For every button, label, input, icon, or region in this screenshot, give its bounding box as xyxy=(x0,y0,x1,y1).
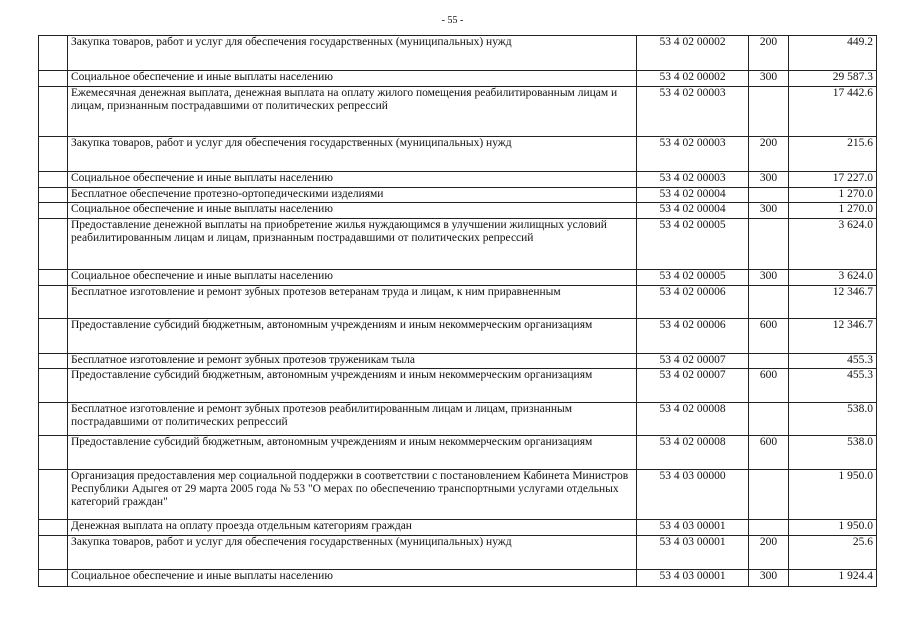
blank-cell xyxy=(39,270,68,286)
target-code: 53 4 02 00008 xyxy=(637,403,749,436)
table-row xyxy=(39,71,877,87)
item-name: Бесплатное изготовление и ремонт зубных протезов ветеранам труда и лицам, к ним приравненным xyxy=(68,286,637,319)
table-row xyxy=(39,286,877,319)
target-code: 53 4 03 00001 xyxy=(637,570,749,587)
table-row xyxy=(39,188,877,203)
target-code: 53 4 02 00003 xyxy=(637,137,749,172)
blank-cell xyxy=(39,188,68,203)
amount: 1 950.0 xyxy=(789,470,877,520)
target-code: 53 4 03 00001 xyxy=(637,536,749,570)
expense-type: 200 xyxy=(749,536,789,570)
item-name: Денежная выплата на оплату проезда отдельным категориям граждан xyxy=(68,520,637,536)
expense-type: 300 xyxy=(749,270,789,286)
amount: 3 624.0 xyxy=(789,219,877,270)
expense-type: 600 xyxy=(749,369,789,403)
amount: 12 346.7 xyxy=(789,319,877,354)
expense-type: 300 xyxy=(749,172,789,188)
target-code: 53 4 02 00005 xyxy=(637,219,749,270)
blank-cell xyxy=(39,403,68,436)
table-row xyxy=(39,536,877,570)
expense-type: 300 xyxy=(749,203,789,219)
blank-cell xyxy=(39,286,68,319)
target-code: 53 4 02 00007 xyxy=(637,354,749,369)
table-row xyxy=(39,137,877,172)
table-row xyxy=(39,319,877,354)
target-code: 53 4 03 00000 xyxy=(637,470,749,520)
blank-cell xyxy=(39,137,68,172)
table-row xyxy=(39,87,877,137)
item-name: Социальное обеспечение и иные выплаты населению xyxy=(68,270,637,286)
table-row xyxy=(39,470,877,520)
expense-type xyxy=(749,470,789,520)
expense-type xyxy=(749,188,789,203)
blank-cell xyxy=(39,354,68,369)
target-code: 53 4 02 00008 xyxy=(637,436,749,470)
amount: 1 270.0 xyxy=(789,203,877,219)
expense-type xyxy=(749,520,789,536)
amount: 12 346.7 xyxy=(789,286,877,319)
amount: 455.3 xyxy=(789,369,877,403)
expense-type xyxy=(749,87,789,137)
expense-type xyxy=(749,219,789,270)
expense-type: 600 xyxy=(749,436,789,470)
budget-table xyxy=(38,35,877,587)
item-name: Бесплатное изготовление и ремонт зубных протезов реабилитированным лицам и лицам, признанным пострадавшими от политических репрессий xyxy=(68,403,637,436)
amount: 3 624.0 xyxy=(789,270,877,286)
item-name: Предоставление денежной выплаты на приобретение жилья нуждающимся в улучшении жилищных условий реабилитированным лицам и лицам, признанным пострадавшими от политических репрессий xyxy=(68,219,637,270)
item-name: Бесплатное изготовление и ремонт зубных протезов труженикам тыла xyxy=(68,354,637,369)
amount: 215.6 xyxy=(789,137,877,172)
blank-cell xyxy=(39,470,68,520)
item-name: Социальное обеспечение и иные выплаты населению xyxy=(68,570,637,587)
item-name: Организация предоставления мер социальной поддержки в соответствии с постановлением Кабинета Министров Республики Адыгея от 29 марта 2005 года № 53 "О мерах по обеспечению транспортными услугами отдельных категорий граждан" xyxy=(68,470,637,520)
blank-cell xyxy=(39,36,68,71)
expense-type xyxy=(749,403,789,436)
target-code: 53 4 02 00006 xyxy=(637,286,749,319)
item-name: Социальное обеспечение и иные выплаты населению xyxy=(68,71,637,87)
blank-cell xyxy=(39,87,68,137)
table-row xyxy=(39,36,877,71)
target-code: 53 4 02 00003 xyxy=(637,172,749,188)
table-row xyxy=(39,172,877,188)
table-row xyxy=(39,403,877,436)
blank-cell xyxy=(39,219,68,270)
expense-type xyxy=(749,286,789,319)
blank-cell xyxy=(39,71,68,87)
item-name: Социальное обеспечение и иные выплаты населению xyxy=(68,203,637,219)
amount: 17 442.6 xyxy=(789,87,877,137)
item-name: Ежемесячная денежная выплата, денежная выплата на оплату жилого помещения реабилитированным лицам и лицам, признанным пострадавшими от политических репрессий xyxy=(68,87,637,137)
amount: 538.0 xyxy=(789,403,877,436)
page-number: - 55 - xyxy=(441,15,464,26)
expense-type: 200 xyxy=(749,137,789,172)
item-name: Закупка товаров, работ и услуг для обеспечения государственных (муниципальных) нужд xyxy=(68,137,637,172)
target-code: 53 4 02 00004 xyxy=(637,203,749,219)
blank-cell xyxy=(39,536,68,570)
blank-cell xyxy=(39,172,68,188)
item-name: Предоставление субсидий бюджетным, автономным учреждениям и иным некоммерческим организациям xyxy=(68,369,637,403)
amount: 538.0 xyxy=(789,436,877,470)
table-row xyxy=(39,570,877,587)
target-code: 53 4 02 00006 xyxy=(637,319,749,354)
target-code: 53 4 02 00002 xyxy=(637,36,749,71)
blank-cell xyxy=(39,319,68,354)
amount: 1 950.0 xyxy=(789,520,877,536)
expense-type: 300 xyxy=(749,570,789,587)
expense-type xyxy=(749,354,789,369)
table-row xyxy=(39,203,877,219)
amount: 449.2 xyxy=(789,36,877,71)
item-name: Предоставление субсидий бюджетным, автономным учреждениям и иным некоммерческим организациям xyxy=(68,436,637,470)
amount: 25.6 xyxy=(789,536,877,570)
blank-cell xyxy=(39,369,68,403)
table-row xyxy=(39,354,877,369)
amount: 29 587.3 xyxy=(789,71,877,87)
target-code: 53 4 02 00007 xyxy=(637,369,749,403)
amount: 455.3 xyxy=(789,354,877,369)
target-code: 53 4 02 00004 xyxy=(637,188,749,203)
amount: 17 227.0 xyxy=(789,172,877,188)
item-name: Бесплатное обеспечение протезно-ортопедическими изделиями xyxy=(68,188,637,203)
expense-type: 300 xyxy=(749,71,789,87)
blank-cell xyxy=(39,520,68,536)
item-name: Закупка товаров, работ и услуг для обеспечения государственных (муниципальных) нужд xyxy=(68,36,637,71)
table-row xyxy=(39,219,877,270)
amount: 1 270.0 xyxy=(789,188,877,203)
target-code: 53 4 02 00002 xyxy=(637,71,749,87)
target-code: 53 4 03 00001 xyxy=(637,520,749,536)
table-row xyxy=(39,270,877,286)
target-code: 53 4 02 00005 xyxy=(637,270,749,286)
table-row xyxy=(39,520,877,536)
table-row xyxy=(39,436,877,470)
target-code: 53 4 02 00003 xyxy=(637,87,749,137)
item-name: Социальное обеспечение и иные выплаты населению xyxy=(68,172,637,188)
blank-cell xyxy=(39,436,68,470)
amount: 1 924.4 xyxy=(789,570,877,587)
expense-type: 600 xyxy=(749,319,789,354)
item-name: Предоставление субсидий бюджетным, автономным учреждениям и иным некоммерческим организациям xyxy=(68,319,637,354)
table-row xyxy=(39,369,877,403)
blank-cell xyxy=(39,570,68,587)
expense-type: 200 xyxy=(749,36,789,71)
item-name: Закупка товаров, работ и услуг для обеспечения государственных (муниципальных) нужд xyxy=(68,536,637,570)
blank-cell xyxy=(39,203,68,219)
